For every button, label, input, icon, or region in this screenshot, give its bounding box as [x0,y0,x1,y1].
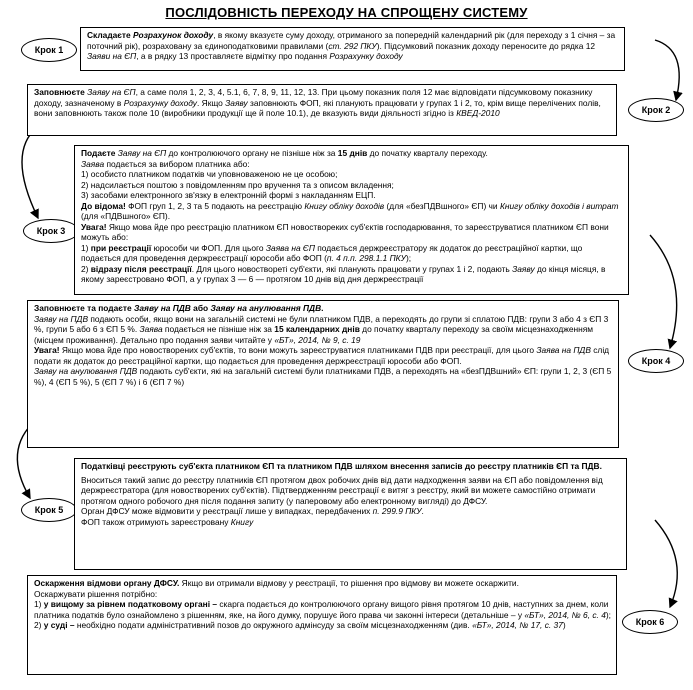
text-box4-l2d: подається не пізніше ніж за [162,324,275,334]
step-2-box [27,84,617,136]
text-box4-l3a: Увага! [34,345,60,355]
text-box1-g: , а в рядку 13 проставляєте відмітку про подання [136,51,330,61]
text-box5-l2: Вноситься такий запис до реєстру платників ЄП протягом двох робочих днів від дати надходження заяви на ЄП або повідомлення від держреєстратора (для новостворених суб'єктів). Підтвердженням реєстрації є витяг з реєстру, який ви можете самостійно отримати протягом одного робочого дня після подання запиту (у паперовому або електронному вигляді) до ДФСУ. [81,474,603,506]
text-box2-h: КВЕД-2010 [456,108,500,118]
text-box3-l9b: відразу після реєстрації [90,263,192,274]
step-1-label: Крок 1 [34,45,64,55]
text-box3-l6a: До відома! [81,200,126,211]
text-box2-b: Заяву на ЄП [87,87,136,97]
text-box1-d: ст. 292 ПКУ [328,40,377,51]
text-box3-l6e: Книгу обліку доходів і витрат [499,200,619,211]
text-box6-l4b: у суді – [43,620,75,630]
text-box4-l2e: 15 календарних днів [274,324,360,334]
text-box3-l6d: (для «безПДВшного» ЄП) чи [384,200,500,211]
step-5-label: Крок 5 [34,505,64,515]
text-box3-l6b: ФОП груп 1, 2, 3 та 5 подають на реєстрацію [125,200,305,211]
text-box6-l4e: ) [562,620,566,630]
text-box3-l1a: Подаєте [81,148,118,158]
text-box3-l1c: до контролюючого органу не пізніше ніж за [166,148,338,158]
text-box5-l3c: . [421,506,424,516]
step-3-oval [23,219,79,243]
text-box3-l8c: юрособи чи ФОП. Для цього [151,242,266,253]
text-box6-l3b: у вищому за рівнем податковому органі – [43,599,218,609]
step-2-oval [628,98,684,122]
text-box1-h: Розрахунку доходу [329,51,403,61]
step-6-box [27,575,617,675]
text-box3-l5: 3) засобами електронного зв'язку в електронній формі з накладанням ЕЦП. [81,190,376,200]
text-box4-l2g: «БТ», 2014, № 9, с. 19 [274,334,361,345]
text-box4-l1d: Заяву на анулювання ПДВ [210,303,322,313]
step-6-oval [622,610,678,634]
arrow-1-to-2 [655,40,679,100]
arrow-2-to-3 [22,125,40,218]
text-box3-l3: 1) особисто платником податків чи уповноваженою не це особою; [81,169,338,179]
step-4-label: Крок 4 [641,356,671,366]
text-box5-l4b: Книгу [230,516,254,527]
text-box6-l3e: ); [605,609,611,620]
text-box6-l4d: «БТ», 2014, № 17, с. 37 [472,620,563,630]
step-2-label: Крок 2 [641,105,671,115]
text-box3-l1d: 15 днів [337,148,368,158]
text-box3-l9a: 2) [81,263,91,274]
text-box6-l4a: 2) [34,620,44,630]
text-box4-l2a: Заяву на ПДВ [34,313,89,324]
text-box3-l9c: . Для цього новоствореті суб'єкти, які планують працювати у групах 1 і 2, подають [191,263,513,274]
text-box1-c: , в якому вказуєте суму доходу, отриманого за попередній календарний рік (для переходу з 1 січня – за поточний рік), розраховану за єдиноподатковими правилами ( [87,30,616,51]
step-1-box [80,27,625,71]
text-box6-l1a: Оскарження відмови органу ДФСУ. [34,578,180,588]
text-box3-l8d: Заява на ЄП [265,242,315,253]
text-box4-l1e: . [321,303,324,313]
text-box3-l8f: п. 4 п.п. 298.1.1 ПКУ [326,253,406,263]
text-box3-l8e: подається держреєстратору як додаток до реєстраційної картки, що подається для проведення держреєстрації юрособи або ФОП ( [81,242,583,263]
text-box5-l1: Податківці реєструють суб'єкта платником ЄП та платником ПДВ шляхом внесення записів до реєстру платників ЄП та ПДВ. [81,461,602,471]
arrow-3-to-4 [650,235,677,348]
text-box2-a: Заповнюєте [34,87,88,97]
text-box3-l8g: ); [405,253,412,263]
text-box4-l1b: Заяву на ПДВ [134,303,191,313]
text-box3-l8b: при реєстрації [90,242,152,253]
text-box5-l3b: п. 299.9 ПКУ [372,506,422,516]
step-4-oval [628,349,684,373]
text-box3-l2a: Заява [81,158,105,169]
text-box4-l2b: подають особи, якщо вони на загальній системі не були платником ПДВ, а переходять до групи зі сплатою ПДВ: групи 3 або 4 з ЄП 3 %, групи 5 або 6 з ЄП 5 %. [34,313,609,334]
text-box4-l3c: Заява на ПДВ [536,345,591,355]
text-box3-l7b: Якщо мова йде про реєстрацію платником ЄП новоствореких суб'єктів господарювання, то зареєструватися платником ЄП вони можуть або: [81,221,609,242]
step-6-label: Крок 6 [635,617,665,627]
text-box3-l9d: Заяву [512,263,535,274]
step-4-box [27,300,619,448]
text-box2-e: . Якщо [197,97,226,108]
text-box1-e: ). Підсумковий показник доходу переносите до рядка 12 [376,40,596,51]
text-box6-l3d: «БТ», 2014, № 6, с. 4 [524,609,606,620]
text-box5-l4a: ФОП також отримують зареєстровану [81,516,231,527]
text-box2-c: , а саме поля 1, 2, 3, 4, 5.1, 6, 7, 8, 9, 11, 12, 13. При цьому показник поля 12 має відповідати підсумковому показнику доходу, зазначеному в [34,87,593,108]
text-box4-l2f: до початку кварталу переходу за своїм місцезнаходженням (місцем проживання). Детально про подання заяви читайте у [34,324,594,345]
text-box3-l1e: до початку кварталу переходу. [367,148,488,158]
text-box3-l9e: до кінця місяця, в якому зареєстровано ФОП, а у групах 3 — 6 — протягом 10 днів від дня держреєстрації [81,263,606,284]
step-1-oval [21,38,77,62]
step-5-box [74,458,627,570]
text-box6-l2: Оскаржувати рішення потрібно: [34,588,158,599]
text-box3-l4: 2) надсилається поштою з повідомленням про вручення та з описом вкладення; [81,179,394,190]
text-box4-l3d: слід подати як додаток до реєстраційної картки, що подається для проведення держреєстрації юрособи або ФОП. [34,345,610,366]
text-box4-l1c: або [190,303,211,313]
text-box3-l7a: Увага! [81,221,107,232]
step-5-oval [21,498,77,522]
text-box4-l3b: Якщо мова йде про новостворених суб'єктів, то вони можуть зареєструватися платниками ПДВ при реєстрації, для цього [59,345,537,355]
text-box4-l4a: Заяву на анулювання ПДВ [34,366,138,376]
text-box6-l1b: Якщо ви отримали відмову у реєстрації, то рішення про відмову ви можете оскаржити. [179,578,519,588]
text-box4-l1a: Заповнюєте та подаєте [34,303,134,313]
page-title: ПОСЛІДОВНІСТЬ ПЕРЕХОДУ НА СПРОЩЕНУ СИСТЕМУ [165,5,528,20]
text-box1-a: Складаєте [87,30,134,40]
text-box2-d: Розрахунку доходу [123,97,197,108]
step-3-label: Крок 3 [36,226,66,236]
text-box3-l8a: 1) [81,242,91,253]
step-3-box [74,145,629,295]
text-box1-b: Розрахунок доходу [133,30,214,40]
text-box5-l3a: Орган ДФСУ може відмовити у реєстрації лише у випадках, передбачених [81,506,373,516]
text-box6-l3a: 1) [34,599,44,609]
arrow-5-to-6 [655,520,677,607]
text-box2-f: Заяву [225,97,248,108]
text-box3-l6f: (для «ПДВшного» ЄП). [81,211,171,221]
text-box4-l4b: подають суб'єкти, які на загальній системі були платниками ПДВ, а переходять на «безПДВшний» ЄП: групи 1, 2, 3 (ЄП 5 %), 4 (ЄП 5 %), 5 (ЄП 7 %) і 6 (ЄП 7 %) [34,366,612,387]
text-box3-l2b: подається за вибором платника або: [104,158,250,169]
text-box6-l4c: необхідно подати адміністративний позов до окружного адмінсуду за своїм місцезнаходженням (див. [74,620,473,630]
text-box3-l6c: Книгу обліку доходів [304,200,385,211]
text-box1-f: Заяви на ЄП [87,51,137,61]
text-box4-l2c: Заява [139,324,163,334]
text-box6-l3c: скарга подається до контролюючого органу вищого рівня протягом 10 днів, наступних за днем, коли платника податків було ознайомлено з рішенням, яке, на його думку, порушує його права чи законні інтереси (детальніше – у [34,599,609,620]
text-box2-g: заповнюють ФОП, які планують працювати у групах 1 і 2, то, крім вище перелічених полів, вони заповнюють також поле 10 (виробники продукції ще й поле 10.1), де вказують види діяльності згідно із [34,97,601,118]
text-box3-l1b: Заяву на ЄП [117,148,167,158]
